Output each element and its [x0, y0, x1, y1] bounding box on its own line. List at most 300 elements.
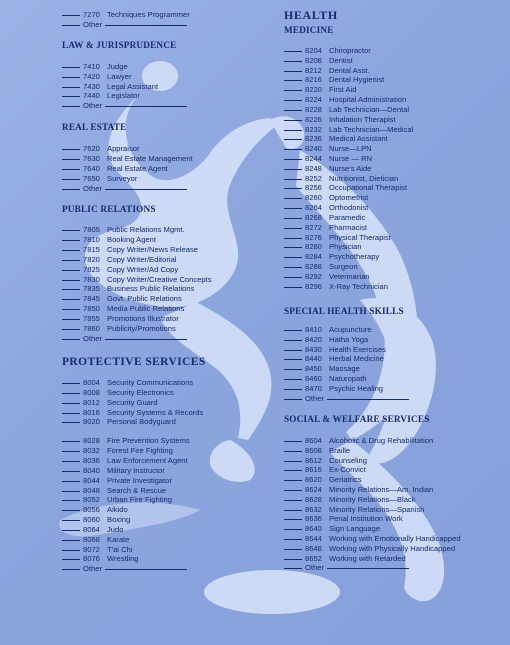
item-code: 8460	[305, 374, 322, 383]
item-label: Other	[83, 101, 102, 111]
item-code: 7410	[83, 62, 100, 71]
item-label: Other	[83, 19, 102, 29]
check-blank[interactable]	[62, 461, 80, 462]
checklist-item	[284, 495, 416, 505]
checklist-item	[62, 476, 172, 486]
check-blank[interactable]	[62, 451, 80, 452]
item-code: 7810	[83, 234, 100, 244]
check-blank[interactable]	[284, 267, 302, 268]
check-blank[interactable]	[62, 299, 80, 300]
item-code: 8008	[83, 387, 100, 397]
checklist-item	[62, 235, 156, 245]
item-code: 8652	[305, 553, 322, 563]
item-code: 8292	[305, 271, 322, 281]
check-blank[interactable]	[284, 188, 302, 189]
item-code: 8608	[305, 445, 322, 455]
item-code: 8236	[305, 134, 322, 144]
other-item	[62, 20, 187, 30]
item-label: Massage	[329, 364, 360, 374]
item-label: Judge	[107, 62, 128, 71]
item-code: 8224	[305, 95, 322, 105]
item-label: Medical Assistant	[329, 134, 388, 144]
check-blank[interactable]	[62, 106, 80, 107]
check-blank[interactable]	[62, 329, 80, 330]
check-blank[interactable]	[284, 461, 302, 462]
item-label: Minority Relations—Black	[329, 494, 416, 504]
checklist-item	[62, 284, 194, 294]
other-item	[62, 101, 187, 111]
item-label: Publicity/Promotions	[107, 324, 176, 333]
check-blank[interactable]	[284, 549, 302, 550]
item-code: 8280	[305, 242, 322, 252]
item-code: 8226	[305, 114, 322, 124]
checklist-item	[284, 233, 391, 243]
check-blank[interactable]	[284, 379, 302, 380]
check-blank[interactable]	[62, 339, 80, 340]
item-code: 8036	[83, 455, 100, 465]
item-label: Fire Prevention Systems	[107, 436, 190, 446]
item-label: Other	[305, 563, 324, 573]
item-label: Techniques Programmer	[107, 10, 190, 19]
other-write-in-line[interactable]	[327, 399, 409, 400]
item-code: 8240	[305, 144, 322, 154]
item-label: Dental Hygienist	[329, 75, 385, 85]
checklist-item	[284, 125, 413, 135]
item-label: Security Electronics	[107, 387, 174, 397]
item-label: Legal Assistant	[107, 81, 159, 91]
item-code: 7845	[83, 294, 100, 304]
item-code: 7430	[83, 81, 100, 91]
item-label: Other	[305, 393, 324, 403]
item-code: 8048	[83, 485, 100, 495]
checklist-item	[284, 95, 406, 105]
item-label: Forest Fire Fighting	[107, 446, 173, 456]
check-blank[interactable]	[62, 510, 80, 511]
checklist-item	[284, 56, 353, 66]
checklist-item	[62, 154, 193, 164]
checklist-item	[62, 456, 188, 466]
check-blank[interactable]	[284, 130, 302, 131]
item-label: Govt. Public Relations	[107, 294, 182, 304]
checklist-item	[62, 82, 158, 92]
item-label: Surveyor	[107, 173, 138, 183]
item-label: Ex-Convict	[329, 465, 366, 475]
check-blank[interactable]	[284, 100, 302, 101]
checklist-item	[284, 524, 380, 534]
item-label: X-Ray Technician	[329, 281, 388, 291]
check-blank[interactable]	[62, 530, 80, 531]
item-label: Penal Institution Work	[329, 514, 403, 524]
check-blank[interactable]	[62, 260, 80, 261]
item-code: 8256	[305, 183, 322, 193]
check-blank[interactable]	[284, 369, 302, 370]
item-code: 8284	[305, 252, 322, 262]
check-blank[interactable]	[284, 198, 302, 199]
item-code: 8628	[305, 494, 322, 504]
check-blank[interactable]	[284, 247, 302, 248]
check-blank[interactable]	[62, 179, 80, 180]
check-blank[interactable]	[62, 309, 80, 310]
item-code: 8052	[83, 495, 100, 505]
item-code: 8296	[305, 281, 322, 291]
check-blank[interactable]	[62, 67, 80, 68]
item-label: Minority Relations—Am. Indian	[329, 485, 434, 494]
item-code: 8040	[83, 465, 100, 475]
checklist-item	[284, 384, 383, 394]
item-code: 7805	[83, 225, 100, 234]
checklist-item	[62, 417, 176, 427]
item-label: Dentist	[329, 55, 353, 65]
other-write-in-line[interactable]	[105, 25, 187, 26]
checklist-item	[62, 72, 131, 82]
item-label: Other	[83, 333, 102, 343]
checklist-item	[284, 174, 398, 184]
item-label: Promotions Illustrator	[107, 314, 179, 324]
check-blank[interactable]	[284, 208, 302, 209]
checklist-item	[284, 374, 367, 384]
checklist-item	[284, 505, 424, 515]
item-code: 7815	[83, 244, 100, 254]
other-write-in-line[interactable]	[327, 568, 409, 569]
check-blank[interactable]	[284, 399, 302, 400]
check-blank[interactable]	[284, 159, 302, 160]
item-label: Working with Physically Handicapped	[329, 543, 456, 553]
other-item	[284, 394, 409, 404]
checklist-item	[62, 324, 176, 334]
check-blank[interactable]	[62, 383, 80, 384]
other-write-in-line[interactable]	[105, 106, 187, 107]
check-blank[interactable]	[284, 277, 302, 278]
check-blank[interactable]	[62, 319, 80, 320]
section-title-special-health-skills: SPECIAL HEALTH SKILLS	[284, 306, 404, 316]
checklist-item	[62, 294, 182, 304]
checklist-item	[62, 554, 139, 564]
item-label: Braille	[329, 445, 351, 455]
other-item	[62, 564, 187, 574]
check-blank[interactable]	[284, 539, 302, 540]
item-code: 8288	[305, 262, 322, 272]
checklist-item	[284, 193, 368, 203]
item-code: 7650	[83, 173, 100, 183]
item-label: T'ai Chi	[107, 544, 133, 554]
item-label: Public Relations Mgmt.	[107, 225, 185, 234]
item-label: Working with Retarded	[329, 553, 406, 563]
check-blank[interactable]	[62, 413, 80, 414]
check-blank[interactable]	[62, 25, 80, 26]
item-label: Appraisor	[107, 144, 140, 153]
checklist-item	[284, 154, 372, 164]
checklist-item	[62, 144, 140, 154]
check-blank[interactable]	[62, 393, 80, 394]
item-code: 7620	[83, 144, 100, 153]
check-blank[interactable]	[62, 15, 80, 16]
check-blank[interactable]	[284, 110, 302, 111]
check-blank[interactable]	[284, 120, 302, 121]
item-code: 8420	[305, 334, 322, 344]
item-code: 8430	[305, 344, 322, 354]
checklist-item	[284, 134, 388, 144]
check-blank[interactable]	[284, 490, 302, 491]
checklist-item	[284, 554, 406, 564]
item-label: Hatha Yoga	[329, 334, 369, 344]
item-code: 8620	[305, 475, 322, 485]
checklist-item	[62, 164, 168, 174]
checklist-item	[284, 514, 403, 524]
checklist-item	[62, 62, 128, 72]
item-label: Herbal Medicine	[329, 354, 384, 364]
item-label: Law Enforcement Agent	[107, 455, 188, 465]
check-blank[interactable]	[284, 568, 302, 569]
item-label: Counseling	[329, 455, 367, 465]
check-blank[interactable]	[284, 330, 302, 331]
item-label: Copy Writer/News Release	[107, 244, 199, 254]
check-blank[interactable]	[284, 51, 302, 52]
item-code: 7820	[83, 254, 100, 264]
item-code: 8636	[305, 514, 322, 524]
checklist-item	[284, 272, 370, 282]
checklist-item	[284, 213, 365, 223]
check-blank[interactable]	[284, 389, 302, 390]
check-blank[interactable]	[284, 287, 302, 288]
item-code: 8612	[305, 455, 322, 465]
checklist-item	[284, 485, 433, 495]
checklist-item	[284, 456, 367, 466]
check-blank[interactable]	[62, 422, 80, 423]
check-blank[interactable]	[62, 230, 80, 231]
check-blank[interactable]	[284, 169, 302, 170]
check-blank[interactable]	[284, 179, 302, 180]
item-label: Lab Technician—Dental	[329, 104, 410, 114]
checklist-item	[284, 282, 388, 292]
item-code: 8020	[83, 417, 100, 427]
check-blank[interactable]	[284, 218, 302, 219]
section-title-medicine: MEDICINE	[284, 25, 334, 35]
check-blank[interactable]	[62, 471, 80, 472]
item-code: 7825	[83, 264, 100, 274]
checklist-item	[284, 475, 362, 485]
check-blank[interactable]	[284, 559, 302, 560]
check-blank[interactable]	[284, 257, 302, 258]
check-blank[interactable]	[62, 520, 80, 521]
item-code: 8648	[305, 543, 322, 553]
check-blank[interactable]	[62, 159, 80, 160]
check-blank[interactable]	[62, 149, 80, 150]
other-item	[62, 184, 187, 194]
item-label: Karate	[107, 534, 130, 544]
item-label: Lab Technician—Medical	[329, 124, 414, 134]
checklist-item	[62, 255, 177, 265]
checklist-item	[284, 115, 396, 125]
item-code: 7835	[83, 284, 100, 294]
item-label: Real Estate Management	[107, 153, 193, 163]
check-blank[interactable]	[284, 61, 302, 62]
check-blank[interactable]	[62, 250, 80, 251]
checklist-item	[284, 105, 409, 115]
check-blank[interactable]	[62, 87, 80, 88]
check-blank[interactable]	[284, 480, 302, 481]
check-blank[interactable]	[284, 441, 302, 442]
item-code: 8064	[83, 524, 100, 534]
other-write-in-line[interactable]	[105, 189, 187, 190]
item-label: Pharmacist	[329, 222, 367, 232]
section-title-health: HEALTH	[284, 8, 338, 22]
check-blank[interactable]	[284, 510, 302, 511]
check-blank[interactable]	[62, 559, 80, 560]
item-label: Boxing	[107, 515, 131, 525]
checklist-item	[62, 225, 185, 235]
other-write-in-line[interactable]	[105, 569, 187, 570]
item-label: Booking Agent	[107, 234, 156, 244]
checklist-item	[62, 446, 173, 456]
item-label: Other	[83, 564, 102, 574]
checklist-item	[62, 398, 158, 408]
item-label: First Aid	[329, 85, 357, 95]
check-blank[interactable]	[62, 240, 80, 241]
item-code: 8060	[83, 515, 100, 525]
check-blank[interactable]	[62, 540, 80, 541]
check-blank[interactable]	[62, 189, 80, 190]
check-blank[interactable]	[62, 491, 80, 492]
item-label: Real Estate Agent	[107, 163, 168, 173]
item-code: 8004	[83, 378, 100, 387]
checklist-item	[284, 75, 384, 85]
checklist-item	[62, 535, 129, 545]
checklist-item	[284, 144, 372, 154]
other-write-in-line[interactable]	[105, 339, 187, 340]
item-code: 8244	[305, 154, 322, 164]
item-code: 8260	[305, 193, 322, 203]
check-blank[interactable]	[284, 90, 302, 91]
item-label: Aikido	[107, 505, 128, 515]
item-label: Orthodonist	[329, 203, 369, 213]
item-label: Working with Emotionally Handicapped	[329, 534, 461, 543]
check-blank[interactable]	[62, 441, 80, 442]
item-code: 8204	[305, 46, 322, 55]
item-code: 8076	[83, 554, 100, 564]
item-label: Copy Writer/Creative Concepts	[107, 274, 212, 284]
check-blank[interactable]	[284, 340, 302, 341]
checklist-item	[62, 378, 193, 388]
checklist-item	[284, 46, 371, 56]
check-blank[interactable]	[62, 403, 80, 404]
check-blank[interactable]	[284, 350, 302, 351]
item-label: Hospital Administration	[329, 95, 407, 105]
other-item	[284, 563, 409, 573]
item-label: Inhalation Therapist	[329, 114, 396, 124]
check-blank[interactable]	[284, 228, 302, 229]
check-blank[interactable]	[284, 519, 302, 520]
check-blank[interactable]	[62, 169, 80, 170]
item-label: Nutritionist, Dietician	[329, 173, 399, 183]
item-label: Other	[83, 183, 102, 193]
item-code: 8440	[305, 354, 322, 364]
item-code: 7855	[83, 314, 100, 324]
checklist-item	[62, 388, 174, 398]
check-blank[interactable]	[284, 500, 302, 501]
check-blank[interactable]	[284, 149, 302, 150]
checklist-item	[62, 174, 137, 184]
check-blank[interactable]	[284, 71, 302, 72]
item-code: 8216	[305, 75, 322, 85]
check-blank[interactable]	[284, 529, 302, 530]
item-label: Search & Rescue	[107, 485, 167, 495]
checklist-item	[62, 515, 130, 525]
item-code: 7270	[83, 10, 100, 19]
check-blank[interactable]	[284, 80, 302, 81]
checklist-item	[284, 164, 371, 174]
check-blank[interactable]	[284, 139, 302, 140]
item-code: 8632	[305, 504, 322, 514]
checklist-item	[284, 183, 407, 193]
check-blank[interactable]	[284, 359, 302, 360]
item-label: Nurse—LPN	[329, 144, 372, 154]
item-label: Copy Writer/Ad Copy	[107, 264, 179, 274]
item-code: 8032	[83, 446, 100, 456]
item-label: Urban Fire Fighting	[107, 495, 172, 505]
checklist-item	[62, 505, 128, 515]
check-blank[interactable]	[62, 481, 80, 482]
item-code: 8220	[305, 85, 322, 95]
item-label: Media Public Relations	[107, 304, 185, 314]
checklist-item	[284, 66, 370, 76]
checklist-item	[284, 436, 433, 446]
item-code: 8410	[305, 325, 322, 334]
check-blank[interactable]	[62, 289, 80, 290]
check-blank[interactable]	[62, 77, 80, 78]
item-code: 8248	[305, 163, 322, 173]
item-label: Veterinarian	[329, 271, 370, 281]
item-code: 8068	[83, 534, 100, 544]
item-code: 7830	[83, 274, 100, 284]
item-code: 8616	[305, 465, 322, 475]
item-code: 8640	[305, 524, 322, 534]
checklist-item	[284, 465, 366, 475]
checklist-item	[284, 242, 362, 252]
checklist-item	[284, 354, 384, 364]
item-label: Dental Asst.	[329, 65, 370, 75]
check-blank[interactable]	[284, 451, 302, 452]
check-blank[interactable]	[62, 500, 80, 501]
checklist-item	[284, 223, 367, 233]
check-blank[interactable]	[284, 238, 302, 239]
item-code: 8212	[305, 65, 322, 75]
item-label: Surgeon	[329, 262, 358, 272]
checklist-item	[62, 275, 212, 285]
item-label: Naturopath	[329, 374, 367, 383]
checklist-item	[284, 544, 455, 554]
item-label: Acupuncture	[329, 325, 372, 334]
check-blank[interactable]	[62, 270, 80, 271]
checklist-item	[62, 408, 203, 418]
item-label: Minority Relations—Spanish	[329, 504, 425, 514]
item-label: Business Public Relations	[107, 284, 195, 294]
item-code: 8272	[305, 222, 322, 232]
check-blank[interactable]	[62, 280, 80, 281]
item-label: Personal Bodyguard	[107, 417, 176, 427]
check-blank[interactable]	[62, 96, 80, 97]
check-blank[interactable]	[284, 470, 302, 471]
checklist-item	[284, 325, 372, 335]
checklist-item	[284, 345, 386, 355]
item-code: 8276	[305, 232, 322, 242]
item-code: 8228	[305, 104, 322, 114]
check-blank[interactable]	[62, 569, 80, 570]
checklist-item	[62, 91, 140, 101]
item-code: 8450	[305, 364, 322, 374]
check-blank[interactable]	[62, 550, 80, 551]
item-label: Nurse — RN	[329, 154, 373, 164]
checklist-item	[62, 245, 198, 255]
